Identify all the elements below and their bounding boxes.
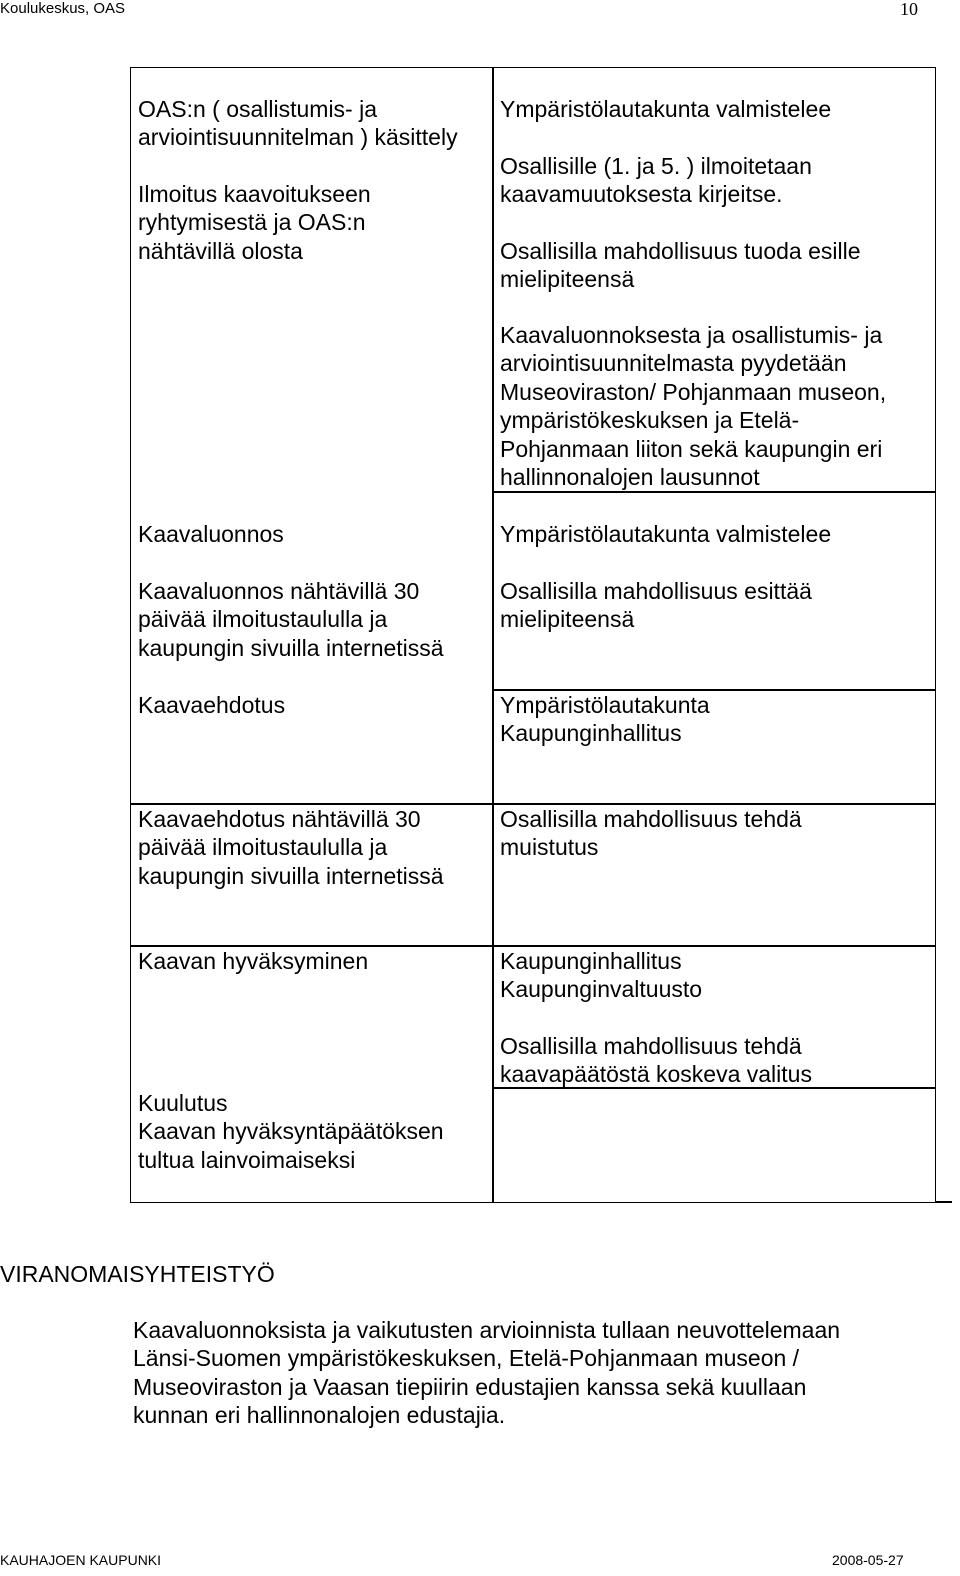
- planning-process-table: [130, 67, 936, 1203]
- column-divider: [492, 67, 494, 1203]
- table-bottom-extension: [936, 1201, 952, 1203]
- left-cell-announcement: Ilmoitus kaavoitukseen ryhtymisestä ja OAS:n nähtävillä olosta: [138, 181, 371, 264]
- right-cell-boards: Ympäristölautakunta Kaupunginhallitus: [500, 692, 710, 747]
- left-cell-oas-handling: OAS:n ( osallistumis- ja arviointisuunnitelman ) käsittely: [138, 96, 458, 151]
- page-number: 10: [900, 0, 918, 19]
- right-cell-opinion: Osallisilla mahdollisuus tuoda esille mielipiteensä: [500, 238, 861, 293]
- footer-organization: KAUHAJOEN KAUPUNKI: [0, 1552, 162, 1568]
- right-cell-reminder: Osallisilla mahdollisuus tehdä muistutus: [500, 806, 802, 861]
- left-cell-draft: Kaavaluonnos: [138, 521, 284, 547]
- section-heading: VIRANOMAISYHTEISTYÖ: [0, 1261, 275, 1287]
- left-cell-approval: Kaavan hyväksyminen: [138, 948, 369, 974]
- right-cell-statements: Kaavaluonnoksesta ja osallistumis- ja arviointisuunnitelmasta pyydetään Museoviraston/ Pohjanmaan museon, ympäristökeskuksen ja Etelä- Pohjanmaan liiton sekä kaupungin eri hallinnonalojen lausunnot: [500, 322, 887, 491]
- right-cell-present-opinion: Osallisilla mahdollisuus esittää mielipiteensä: [500, 578, 812, 633]
- right-cell-prepares-draft: Ympäristölautakunta valmistelee: [500, 521, 832, 547]
- left-cell-announcement-final: Kuulutus Kaavan hyväksyntäpäätöksen tultua lainvoimaiseksi: [138, 1090, 444, 1173]
- section-paragraph: Kaavaluonnoksista ja vaikutusten arvioinnista tullaan neuvottelemaan Länsi-Suomen ympäristökeskuksen, Etelä-Pohjanmaan museon / Museoviraston ja Vaasan tiepiirin edustajien kanssa sekä kuullaan kunnan eri hallinnonalojen edustajia.: [133, 1317, 841, 1429]
- left-cell-proposal-display: Kaavaehdotus nähtävillä 30 päivää ilmoitustaululla ja kaupungin sivuilla internetissä: [138, 806, 444, 889]
- right-cell-prepares: Ympäristölautakunta valmistelee: [500, 96, 832, 122]
- right-cell-notification: Osallisille (1. ja 5. ) ilmoitetaan kaavamuutoksesta kirjeitse.: [500, 153, 812, 208]
- footer-date: 2008-05-27: [832, 1552, 904, 1568]
- left-cell-draft-display: Kaavaluonnos nähtävillä 30 päivää ilmoitustaululla ja kaupungin sivuilla internetissä: [138, 578, 444, 661]
- right-cell-councils: Kaupunginhallitus Kaupunginvaltuusto: [500, 948, 703, 1003]
- right-cell-appeal: Osallisilla mahdollisuus tehdä kaavapäätöstä koskeva valitus: [500, 1033, 812, 1088]
- left-cell-proposal: Kaavaehdotus: [138, 692, 286, 718]
- page-header-title: Koulukeskus, OAS: [0, 0, 126, 17]
